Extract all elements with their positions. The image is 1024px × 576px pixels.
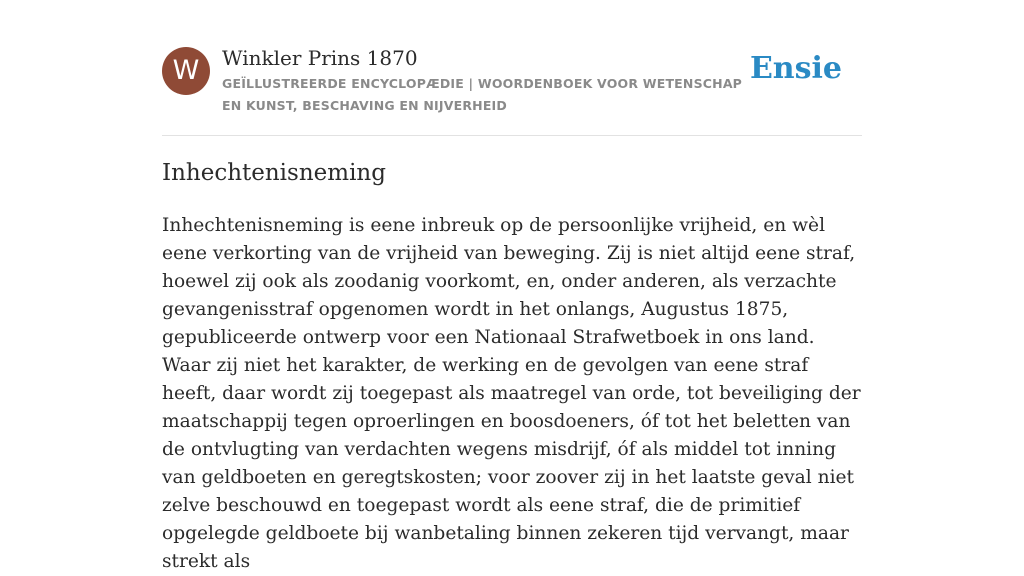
ensie-logo[interactable]: Ensie: [749, 51, 842, 86]
source-title[interactable]: Winkler Prins 1870: [222, 46, 418, 70]
source-avatar[interactable]: W: [162, 47, 210, 95]
entry-body: Inhechtenisneming is eene inbreuk op de persoonlijke vrijheid, en wèl eene verkorting van de vrijheid van beweging. Zij is niet altijd eene straf, hoewel zij ook als zoodanig voorkomt, en, onder anderen, als verzachte gevangenisstraf opgenomen wordt in het onlangs, Augustus 1875, gepubliceerde ontwerp voor een Nationaal Strafwetboek in ons land. Waar zij niet het karakter, de werking en de gevolgen van eene straf heeft, daar wordt zij toegepast als maatregel van orde, tot beveiliging der maatschappij tegen oproerlingen en boosdoeners, óf tot het beletten van de ontvlugting van verdachten wegens misdrijf, óf als middel tot inning van geldboeten en geregtskosten; voor zoover zij in het laatste geval niet zelve beschouwd en toegepast wordt als eene straf, die de primitief opgelegde geldboete bij wanbetaling binnen zekeren tijd vervangt, maar strekt als: [162, 215, 861, 572]
entry-title: Inhechtenisneming: [162, 160, 386, 186]
source-subtitle: GEÏLLUSTREERDE ENCYCLOPÆDIE | WOORDENBOEK VOOR WETENSCHAP EN KUNST, BESCHAVING EN NIJVERHEID: [222, 76, 743, 113]
header-divider: [162, 135, 862, 136]
source-header: [162, 47, 862, 117]
